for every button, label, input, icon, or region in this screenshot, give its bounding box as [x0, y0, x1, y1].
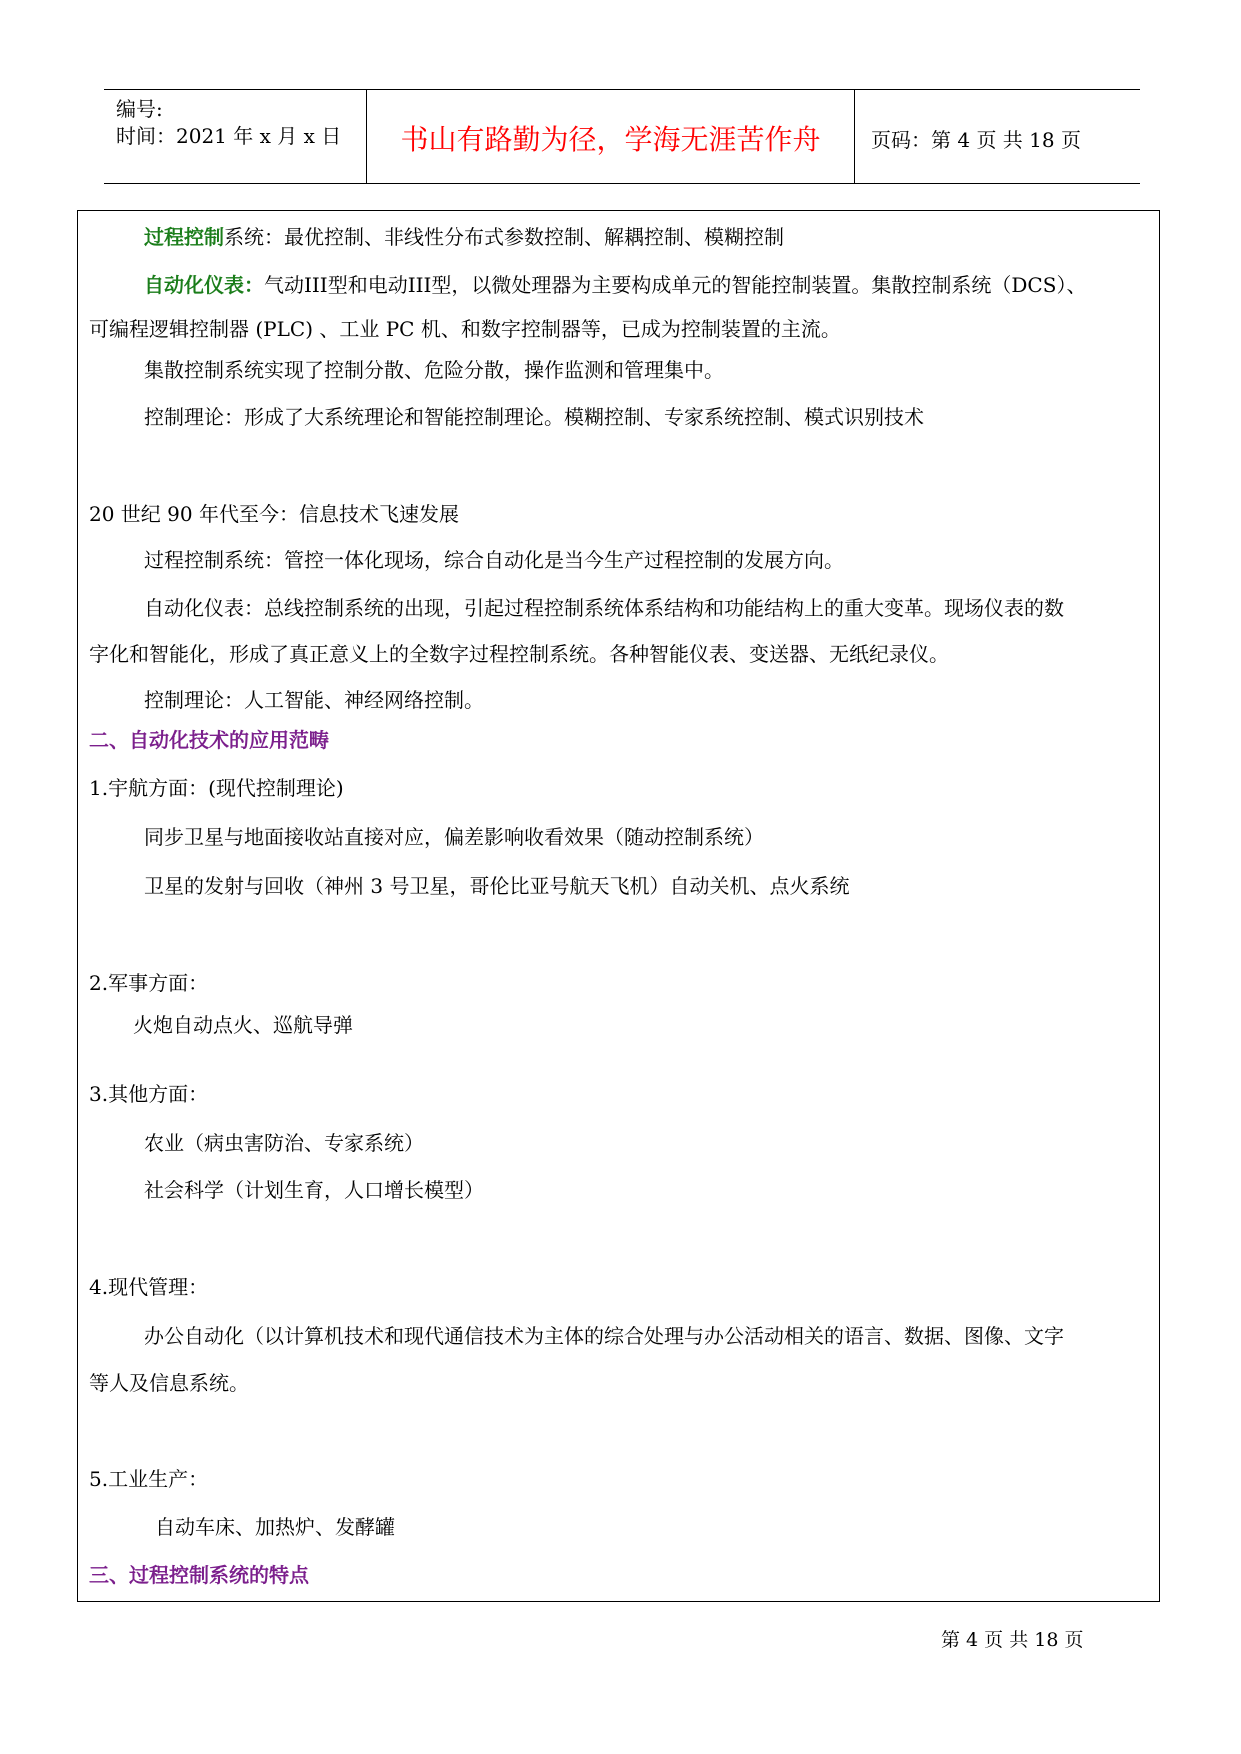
- time-label: 时间：2021 年 x 月 x 日: [116, 124, 342, 148]
- content-box: [77, 210, 1160, 1602]
- item-aerospace-b: 卫星的发射与回收（神州 3 号卫星，哥伦比亚号航天飞机）自动关机、点火系统: [144, 874, 850, 898]
- instruments-text-cont: 可编程逻辑控制器 (PLC) 、工业 PC 机、和数字控制器等，已成为控制装置的主流。: [89, 317, 841, 341]
- document-header: [104, 89, 1140, 184]
- section-heading-features: 三、过程控制系统的特点: [89, 1563, 309, 1587]
- paragraph-90s: 20 世纪 90 年代至今：信息技术飞速发展: [89, 502, 459, 526]
- instruments-heading: 自动化仪表：: [144, 273, 264, 297]
- paragraph-instruments: [144, 273, 1086, 297]
- item-aerospace: 1.宇航方面：(现代控制理论): [89, 776, 344, 800]
- item-other-b: 社会科学（计划生育，人口增长模型）: [144, 1178, 484, 1202]
- item-management-a-cont: 等人及信息系统。: [89, 1371, 249, 1395]
- item-other: 3.其他方面：: [89, 1082, 209, 1106]
- paragraph-process-control: [144, 225, 784, 249]
- item-industry-a: 自动车床、加热炉、发酵罐: [155, 1515, 395, 1539]
- item-military: 2.军事方面：: [89, 971, 209, 995]
- number-label: 编号:: [116, 97, 163, 121]
- paragraph-instruments-2: 自动化仪表：总线控制系统的出现，引起过程控制系统体系结构和功能结构上的重大变革。现场仪表的数: [144, 596, 1064, 620]
- item-management-a: 办公自动化（以计算机技术和现代通信技术为主体的综合处理与办公活动相关的语言、数据、图像、文字: [144, 1324, 1064, 1348]
- item-industry: 5.工业生产：: [89, 1467, 209, 1491]
- header-page-label: 页码：第 4 页 共 18 页: [871, 128, 1081, 152]
- process-control-heading: 过程控制: [144, 225, 224, 249]
- item-management: 4.现代管理：: [89, 1275, 209, 1299]
- process-control-text: 系统：最优控制、非线性分布式参数控制、解耦控制、模糊控制: [224, 225, 784, 249]
- page-footer: 第 4 页 共 18 页: [941, 1629, 1084, 1651]
- paragraph-control-theory: 控制理论：形成了大系统理论和智能控制理论。模糊控制、专家系统控制、模式识别技术: [144, 405, 924, 429]
- header-motto-cell: [367, 90, 855, 183]
- paragraph-control-theory-2: 控制理论：人工智能、神经网络控制。: [144, 688, 484, 712]
- item-aerospace-a: 同步卫星与地面接收站直接对应，偏差影响收看效果（随动控制系统）: [144, 825, 764, 849]
- motto-text: 书山有路勤为径，学海无涯苦作舟: [400, 123, 821, 156]
- section-heading-applications: 二、自动化技术的应用范畴: [89, 728, 329, 752]
- paragraph-process-control-2: 过程控制系统：管控一体化现场，综合自动化是当今生产过程控制的发展方向。: [144, 548, 844, 572]
- header-meta-cell: [104, 90, 367, 183]
- paragraph-instruments-2-cont: 字化和智能化，形成了真正意义上的全数字过程控制系统。各种智能仪表、变送器、无纸纪录仪。: [89, 642, 949, 666]
- header-page-cell: [855, 90, 1140, 183]
- paragraph-dcs: 集散控制系统实现了控制分散、危险分散，操作监测和管理集中。: [144, 358, 724, 382]
- instruments-text: 气动III型和电动III型，以微处理器为主要构成单元的智能控制装置。集散控制系统（DCS）、: [264, 273, 1087, 297]
- item-other-a: 农业（病虫害防治、专家系统）: [144, 1131, 424, 1155]
- item-military-a: 火炮自动点火、巡航导弹: [133, 1013, 353, 1037]
